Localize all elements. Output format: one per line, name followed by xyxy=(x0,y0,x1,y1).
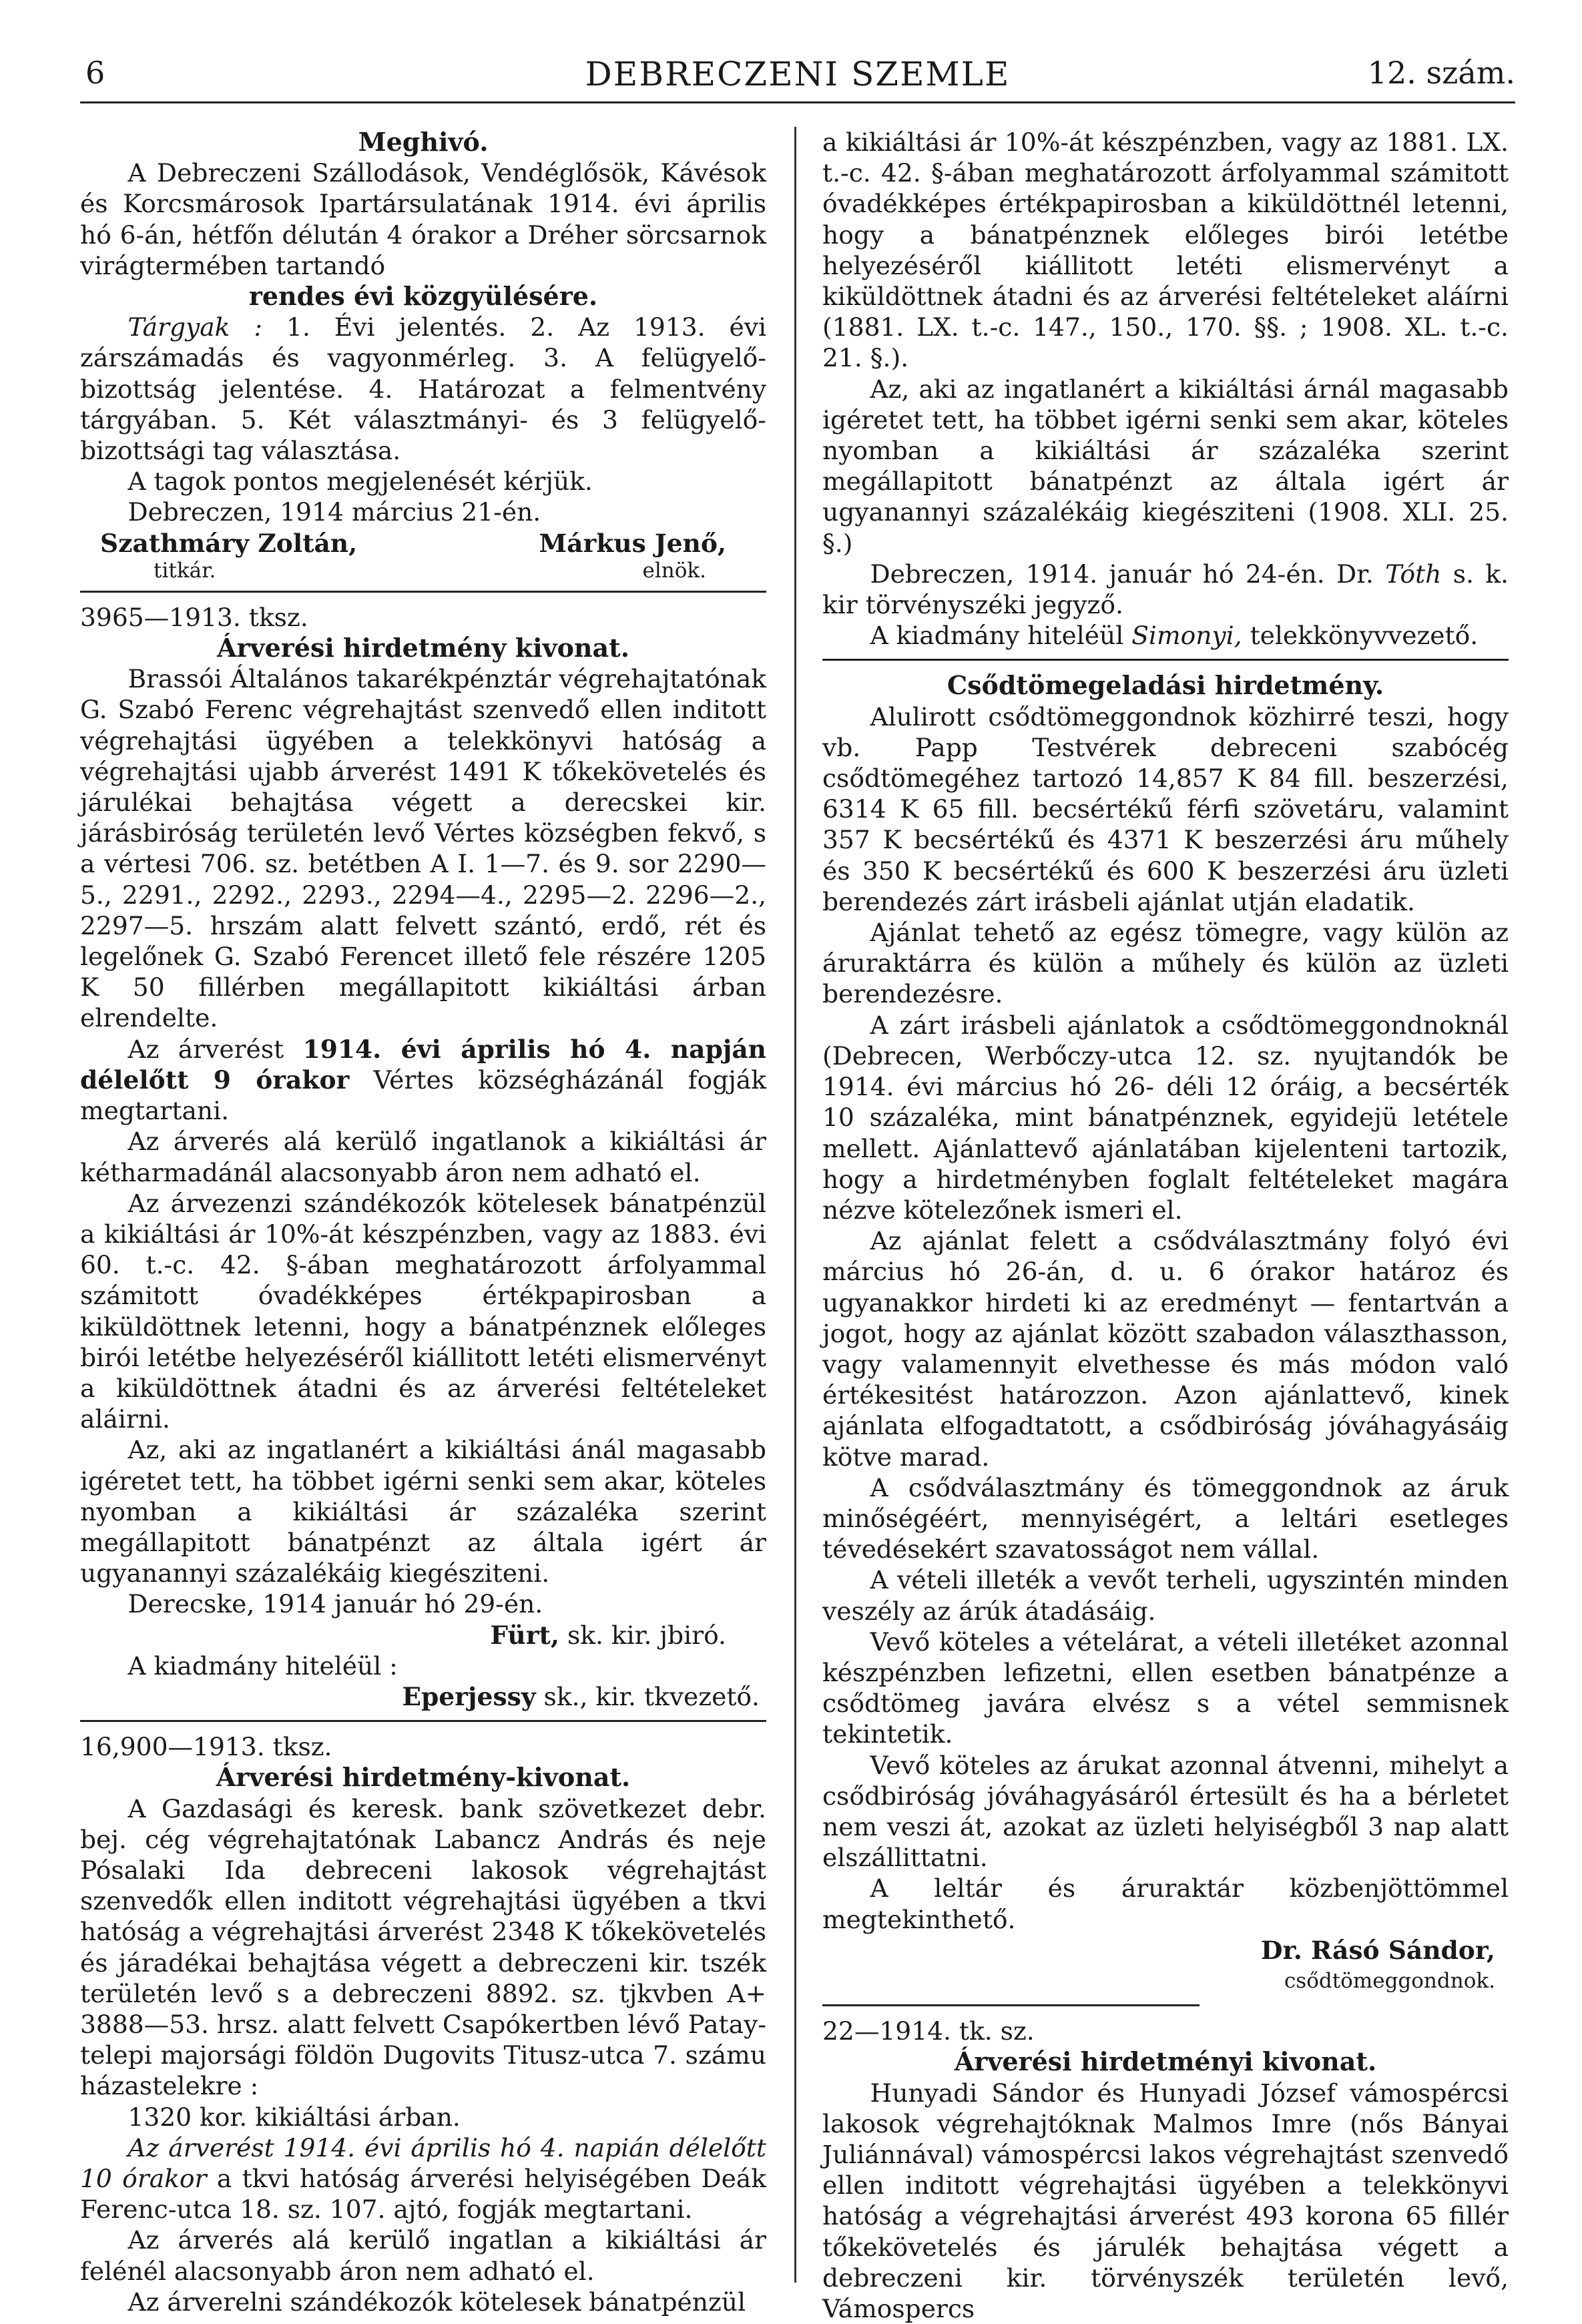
paragraph: Hunyadi Sándor és Hunyadi József vámospércsi lakosok végrehajtóknak Malmos Imre (nős Bányai Juliánnával) vámospércsi lakos végrehajtást szenvedő ellen inditott végrehajtási ügyében a telekkönyvi hatóság a végrehajtási árverést 493 korona 65 fillér tőkekövetelés és járulék behajtása végett a debreczeni kir. törvényszék területén levő, Vámospercs xyxy=(822,2078,1509,2324)
agenda-text: 1. Évi jelentés. 2. Az 1913. évi zárszámadás és vagyonmérleg. 3. A felügyelő-bizottság jelentése. 4. Határozat a felmentvény tárgyában. 5. Két választmányi- és 3 felügyelő-bizottsági tag választása. xyxy=(80,312,766,466)
page-header xyxy=(80,55,1515,101)
text: s. k. kir törvényszéki jegyző. xyxy=(822,559,1509,620)
paragraph: Az árvezenzi szándékozók kötelesek bánatpénzül a kikiáltási ár 10%-át készpénzben, vagy az 1883. évi 60. t.-c. 42. §-ában meghatározott árfolyammal számitott óvadékképes értékpapirosban a kiküldöttnek letenni, hogy a bánatpénznek előleges birói letétbe helyezéséről kiállitott letéti elismervényt a kiküldöttnek átadni és az árverési feltételeket aláirni. xyxy=(80,1188,766,1434)
reference-number: 3965—1913. tksz. xyxy=(80,602,308,632)
right-column xyxy=(822,127,1509,2324)
bankruptcy-sale-notice xyxy=(822,670,1509,1996)
signature-name: Eperjessy xyxy=(402,1681,536,1711)
text: telekkönyvvezető. xyxy=(1250,621,1479,651)
header-rule xyxy=(80,101,1515,103)
paragraph: Vevő köteles a vételárat, a vételi illetéket azonnal készpénzben lefizetni, ellen esetben bánatpénze a csődtömeg javára elvész s a vétel semmisnek tekintetik. xyxy=(822,1627,1509,1749)
paragraph xyxy=(80,2132,766,2225)
paragraph: A leltár és áruraktár közbenjöttömmel megtekinthető. xyxy=(822,1873,1509,1934)
auction-notice-2 xyxy=(80,1731,766,2317)
section-rule xyxy=(80,591,766,593)
notice-heading: Csődtömegeladási hirdetmény. xyxy=(947,670,1384,701)
paragraph xyxy=(80,1034,766,1127)
paragraph: 1320 kor. kikiáltási árban. xyxy=(127,2102,461,2132)
signature-roles xyxy=(80,559,766,583)
paragraph: a kikiáltási ár 10%-át készpénzben, vagy az 1881. LX. t.-c. 42. §-ában meghatározott árfolyammal számitott óvadékképes értékpapirosban a kiküldöttnél letenni, hogy a bánatpénznek előleges birói letétbe helyezéséről kiállitott letéti elismervényt a kiküldöttnek átadni és az árverési feltételeket aláírni (1881. LX. t.-c. 147., 150., 170. §§. ; 1908. XL. t.-c. 21. §.). xyxy=(822,127,1509,373)
paragraph: Az, aki az ingatlanért a kikiáltási árnál magasabb igéretet tett, ha többet igérni senki sem akar, köteles nyomban a kikiáltási ár százaléka szerint megállapitott bánatpénzt az általa igért ár ugyanannyi százalékáig kiegésziteni (1908. XLI. 25. §.) xyxy=(822,374,1509,558)
paragraph: Vevő köteles az árukat azonnal átvenni, mihelyt a csődbiróság jóváhagyásáról értesült és ha a bérletet nem veszi át, azokat az üzleti helyiségből 3 nap alatt elszállittatni. xyxy=(822,1750,1509,1873)
column-divider xyxy=(794,127,796,2283)
left-column xyxy=(80,127,766,2317)
section-rule xyxy=(822,2004,1200,2006)
agenda-label: Tárgyak : xyxy=(127,312,263,342)
paragraph: A Gazdasági és keresk. bank szövetkezet debr. bej. cég végrehajtatónak Labancz András és neje Pósalaki Ida debreceni lakosok végrehajtást szenvedők ellen inditott végrehajtási ügyében a tkvi hatóság a végrehajtási árverést 2348 K tőkekövetelés és járadékai behajtása végett a debreczeni kir. tszék területén levő s a debreczeni 8892. sz. tjkvben A+ 3888—53. hrsz. alatt felvett Csapókertben lévő Patay-telepi majorsági földön Dugovits Titusz-utca 7. számu házastelekre : xyxy=(80,1793,766,2101)
paragraph: Az árverés alá kerülő ingatlan a kikiáltási ár felénél alacsonyabb áron nem adható el. xyxy=(80,2225,766,2286)
continued-notice xyxy=(822,127,1509,651)
signature-name: Márkus Jenő, xyxy=(539,528,726,558)
journal-title: DEBRECZENI SZEMLE xyxy=(585,55,1011,93)
paragraph: Brassói Általános takarékpénztár végrehajtatónak G. Szabó Ferenc végrehajtást szenvedő ellen inditott végrehajtási ügyében a telekkönyvi hatóság a végrehajtási ujabb árverést 1491 K tőkekövetelés és járulékai behajtása végett a derecskei kir. járásbiróság területén levő Vértes községben fekvő, s a vértesi 706. sz. betétben A I. 1—7. és 9. sor 2290—5., 2291., 2292., 2293., 2294—4., 2295—2. 2296—2., 2297—5. hrszám alatt felvett szántó, erdő, rét és legelőnek G. Szabó Ferencet illető fele részére 1205 K 50 fillérben megállapitott kikiáltási árban elrendelte. xyxy=(80,664,766,1033)
paragraph: Alulirott csődtömeggondnok közhirré teszi, hogy vb. Papp Testvérek debreceni szabócég csődtömegéhez tartozó 14,857 K 84 fill. beszerzési, 6314 K 65 fill. becsértékű férfi szövetáru, valamint 357 K becsértékű és 4371 K beszerzési áru műhely és 350 K becsértékű és 600 K beszerzési áru üzleti berendezés zárt irásbeli ajánlat utján eladatik. xyxy=(822,701,1509,916)
signature-role: sk. kir. jbiró. xyxy=(567,1620,726,1650)
signature xyxy=(80,1620,766,1651)
date-line xyxy=(822,559,1509,620)
date-line: Derecske, 1914 január hó 29-én. xyxy=(127,1589,543,1619)
signature-name: Fürt, xyxy=(490,1620,559,1650)
text: a tkvi hatóság árverési helyiségében Deák Ferenc-utca 18. sz. 107. ajtó, fogják megtartani. xyxy=(80,2164,766,2225)
paragraph: A csődválasztmány és tömeggondnok az áruk minőségéért, mennyiségért, a leltári esetleges tévedésekért szavatosságot nem vállal. xyxy=(822,1472,1509,1564)
section-rule xyxy=(822,659,1509,661)
auction-notice-1 xyxy=(80,602,766,1712)
paragraph: A zárt irásbeli ajánlatok a csődtömeggondnoknál (Debrecen, Werbőczy-utca 12. sz. nyujtandók be 1914. évi március hó 26- déli 12 óráig, a becsérték 10 százaléka, mint bánatpénznek, egyidejü letétele mellett. Ajánlattevő ajánlatában kijelenteni tartozik, hogy a hirdetményben foglalt feltételeket magára nézve kötelezőnek ismeri el. xyxy=(822,1010,1509,1225)
signature-name: Szathmáry Zoltán, xyxy=(100,528,358,558)
paragraph: A kiadmány hiteléül : xyxy=(127,1651,398,1681)
agenda xyxy=(80,312,766,466)
paragraph: Az ajánlat felett a csődválasztmány folyó évi március hó 26-án, d. u. 6 órakor határoz és ugyanakkor hirdeti ki az eredményt — fentartván a jogot, hogy az ajánlat között szabadon választhasson, vagy valamennyit elvethesse és más módon való értékesitést határozzon. Azon ajánlattevő, kinek ajánlata elfogadtatott, a csődbiróság jóváhagyásáig kötve marad. xyxy=(822,1226,1509,1472)
auction-notice-3 xyxy=(822,2016,1509,2324)
signature-role: sk., kir. tkvezető. xyxy=(543,1681,760,1711)
reference-number: 16,900—1913. tksz. xyxy=(80,1732,332,1762)
signature-role: csődtömeggondnok. xyxy=(1284,1968,1495,1993)
text: Debreczen, 1914. január hó 24-én. Dr. xyxy=(870,559,1374,589)
signature xyxy=(80,1681,766,1712)
section-rule xyxy=(80,1720,766,1722)
paragraph: A vételi illeték a vevőt terheli, ugyszintén minden veszély az árúk átadásáig. xyxy=(822,1565,1509,1626)
paragraph: Az, aki az ingatlanért a kikiáltási ánál magasabb igéretet tett, ha többet igérni senki sem akar, köteles nyomban a kikiáltási ár százaléka szerint megállapitott bánatpénzt az általa igért ár ugyanannyi százalékáig kiegésziteni. xyxy=(80,1435,766,1588)
auction-date: 1914. évi április hó 4. napján délelőtt 9 órakor xyxy=(80,1034,766,1095)
invitation-notice xyxy=(80,127,766,583)
signature-name: Dr. Rásó Sándor, xyxy=(1260,1935,1495,1965)
notice-heading: Árverési hirdetmény-kivonat. xyxy=(216,1762,631,1793)
signature-role: elnök. xyxy=(642,558,706,583)
paragraph: A Debreczeni Szállodások, Vendéglősök, Kávésok és Korcsmárosok Ipartársulatának 1914. évi április hó 6-án, hétfőn délután 4 órakor a Dréher sörcsarnok virágtermében tartandó xyxy=(80,158,766,280)
paragraph: Az árverelni szándékozók kötelesek bánatpénzül xyxy=(127,2287,746,2317)
invitation-heading: Meghivó. xyxy=(358,127,489,157)
signature-name: Tóth xyxy=(1385,559,1442,589)
notice-heading: Árverési hirdetményi kivonat. xyxy=(954,2046,1377,2077)
paragraph xyxy=(822,620,1509,651)
paragraph: Az árverés alá kerülő ingatlanok a kikiáltási ár kétharmadánál alacsonyabb áron nem adható el. xyxy=(80,1127,766,1187)
notice-heading: Árverési hirdetmény kivonat. xyxy=(217,633,629,663)
signature-role: titkár. xyxy=(154,558,216,583)
auction-date: Az árverést 1914. évi április hó 4. napián délelőtt 10 órakor xyxy=(80,2132,766,2193)
paragraph: Ajánlat tehető az egész tömegre, vagy külön az áruraktárra és külön a műhely és külön az üzleti berendezésre. xyxy=(822,918,1509,1009)
issue-number: 12. szám. xyxy=(1367,55,1515,91)
reference-number: 22—1914. tk. sz. xyxy=(822,2016,1035,2046)
page-number: 6 xyxy=(85,55,105,91)
signature-name: Simonyi, xyxy=(1131,621,1242,651)
text: Az árverést xyxy=(127,1034,284,1064)
date-line: Debreczen, 1914 március 21-én. xyxy=(127,497,541,527)
paragraph: rendes évi közgyülésére. xyxy=(248,281,598,312)
paragraph: A tagok pontos megjelenését kérjük. xyxy=(127,467,593,497)
signatures xyxy=(80,528,766,559)
text: Vértes községházánál fogják megtartani. xyxy=(80,1065,766,1126)
signature xyxy=(822,1935,1509,1966)
text: A kiadmány hiteléül xyxy=(870,621,1124,651)
